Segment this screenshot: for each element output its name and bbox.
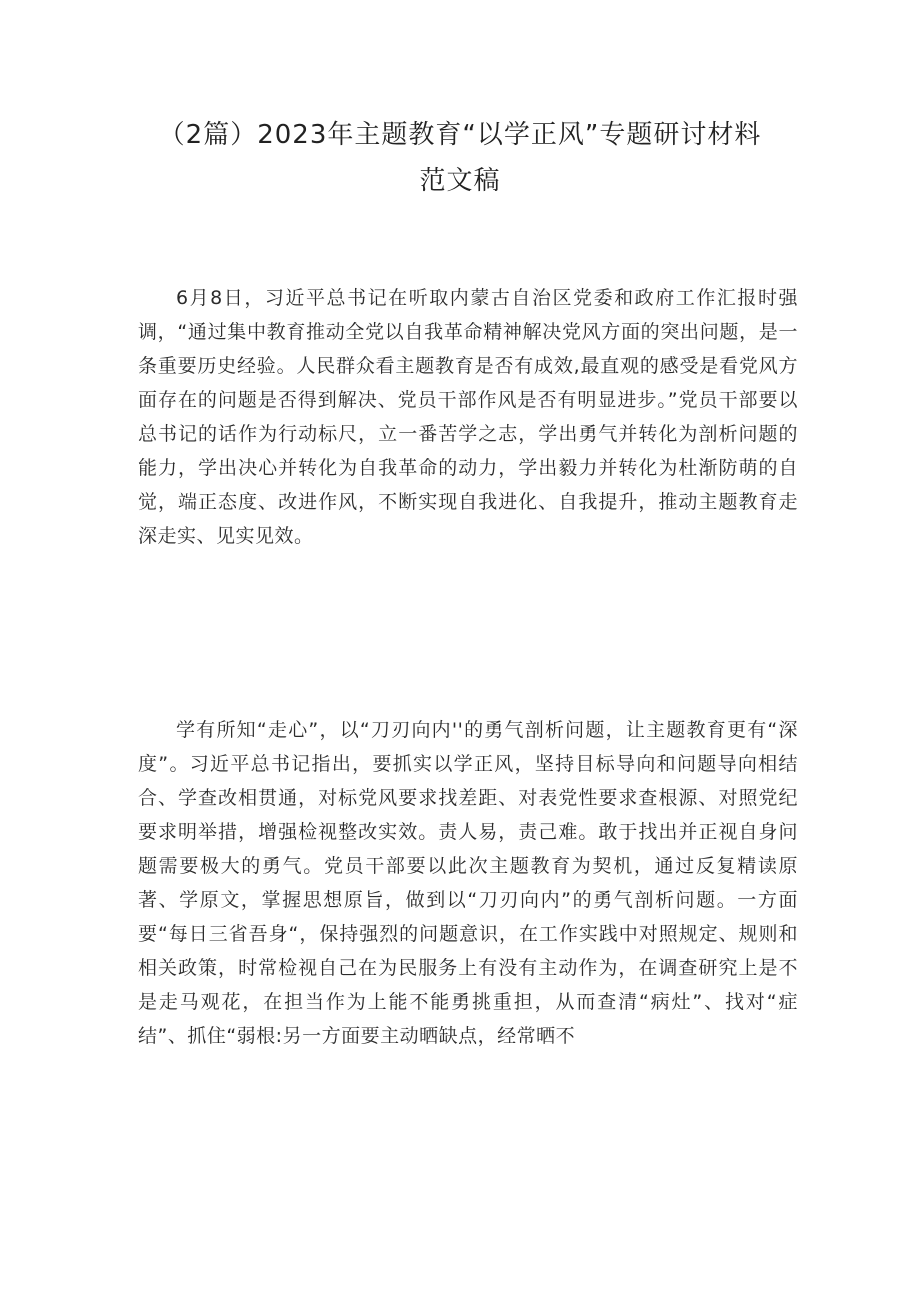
- title-line-1: （2篇）2023年主题教育“以学正风”专题研讨材料: [158, 120, 762, 150]
- document-title: [120, 112, 800, 204]
- paragraph-2: 学有所知“走心”，以“刀刃向内''的勇气剖析问题，让主题教育更有“深度”。习近平总书记指出，要抓实以学正风，坚持目标导向和问题导向相结合、学查改相贯通，对标党风要求找差距、对表党性要求查根源、对照党纪要求明举措，增强检视整改实效。责人易，责己难。敢于找出并正视自身问题需要极大的勇气。党员干部要以此次主题教育为契机，通过反复精读原著、学原文，掌握思想原旨，做到以“刀刃向内”的勇气剖析问题。一方面要“每日三省吾身“，保持强烈的问题意识，在工作实践中对照规定、规则和相关政策，时常检视自己在为民服务上有没有主动作为，在调查研究上是不是走马观花，在担当作为上能不能勇挑重担，从而查清“病灶”、找对“症结”、抓住“弱根:另一方面要主动晒缺点，经常晒不: [138, 719, 798, 1047]
- title-line-2: 范文稿: [419, 166, 501, 196]
- paragraph-1: 6月8日，习近平总书记在听取内蒙古自治区党委和政府工作汇报时强调，“通过集中教育推动全党以自我革命精神解决党风方面的突出问题，是一条重要历史经验。人民群众看主题教育是否有成效,最直观的感受是看党风方面存在的问题是否得到解决、党员干部作风是否有明显进步。”党员干部要以总书记的话作为行动标尺，立一番苦学之志，学出勇气并转化为剖析问题的能力，学出决心并转化为自我革命的动力，学出毅力并转化为杜渐防萌的自觉，端正态度、改进作风，不断实现自我进化、自我提升，推动主题教育走深走实、见实见效。: [138, 287, 798, 547]
